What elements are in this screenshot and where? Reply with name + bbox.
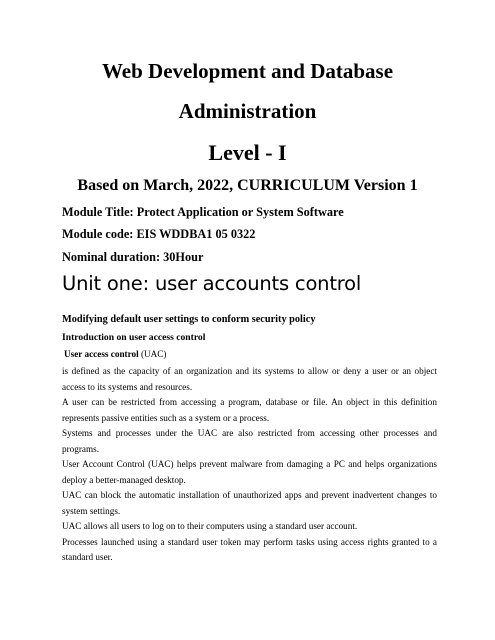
paragraph: A user can be restricted from accessing a program, database or file. An object in this definition represents passive entities such as a system or a process. xyxy=(62,397,437,423)
module-code: Module code: EIS WDDBA1 05 0322 xyxy=(62,227,256,241)
paragraph: UAC allows all users to log on to their computers using a standard user account. xyxy=(62,521,358,531)
definition-abbr: (UAC) xyxy=(138,349,167,359)
definition-term: User access control xyxy=(64,349,139,359)
definition-lead xyxy=(64,349,167,359)
nominal-duration: Nominal duration: 30Hour xyxy=(62,250,204,264)
unit-heading: Unit one: user accounts control xyxy=(62,272,362,295)
document-title-line-2: Administration xyxy=(178,99,317,123)
document-title-line-1: Web Development and Database xyxy=(101,59,394,83)
paragraph: UAC can block the automatic installation of unauthorized apps and prevent inadvertent changes to system settings. xyxy=(62,490,437,516)
paragraph: Systems and processes under the UAC are also restricted from accessing other processes and programs. xyxy=(62,428,437,454)
paragraph: is defined as the capacity of an organization and its systems to allow or deny a user or an object access to its systems and resources. xyxy=(62,366,437,392)
section-heading: Modifying default user settings to conform security policy xyxy=(62,314,316,325)
body-text xyxy=(62,364,437,566)
paragraph: Processes launched using a standard user token may perform tasks using access rights granted to a standard user. xyxy=(62,536,437,562)
paragraph: User Account Control (UAC) helps prevent malware from damaging a PC and helps organizations deploy a better-managed desktop. xyxy=(62,459,437,485)
subsection-heading: Introduction on user access control xyxy=(62,332,206,343)
module-title: Module Title: Protect Application or System Software xyxy=(62,205,344,219)
curriculum-version: Based on March, 2022, CURRICULUM Version 1 xyxy=(77,177,418,194)
document-level: Level - I xyxy=(208,140,287,165)
